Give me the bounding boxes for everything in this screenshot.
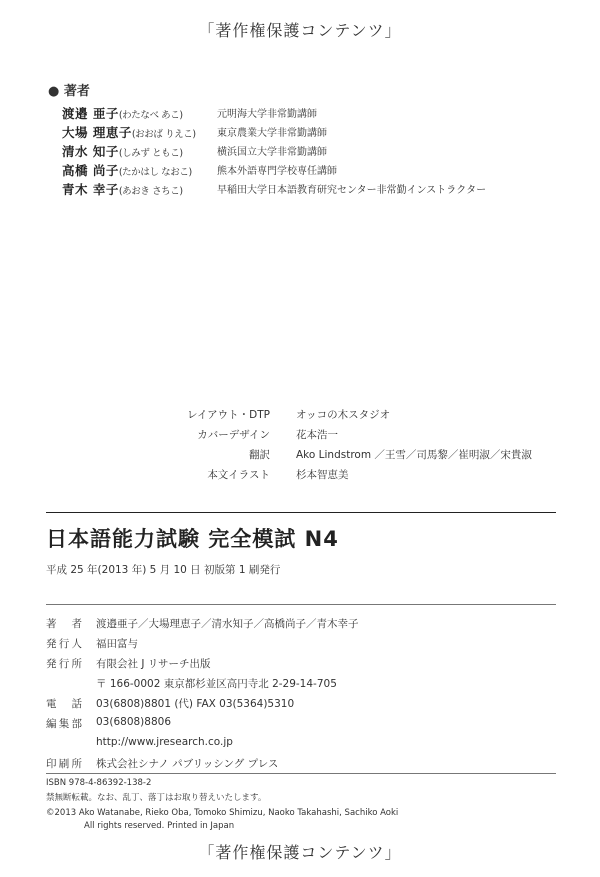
credit-row bbox=[130, 407, 590, 425]
credit-row bbox=[130, 467, 590, 485]
credit-label: レイアウト・DTP bbox=[187, 409, 270, 421]
author-name: 渡邉 亜子 bbox=[62, 106, 119, 121]
author-affiliation: 早稲田大学日本語教育研究センター非常勤インストラクター bbox=[217, 185, 487, 196]
isbn-rule bbox=[46, 773, 556, 774]
author-row bbox=[62, 104, 317, 122]
publication-value: 03(6808)8801 (代) FAX 03(5364)5310 bbox=[96, 698, 295, 710]
book-title: 日本語能力試験 完全模試 N4 bbox=[46, 527, 339, 551]
title-rule bbox=[46, 512, 556, 513]
authors-heading: ● 著者 bbox=[48, 84, 90, 99]
rights-line: All rights reserved. Printed in Japan bbox=[84, 821, 235, 831]
credit-row bbox=[130, 447, 590, 465]
credit-label: 本文イラスト bbox=[207, 469, 270, 481]
publication-date: 平成 25 年(2013 年) 5 月 10 日 初版第 1 刷発行 bbox=[46, 564, 281, 576]
author-row bbox=[62, 123, 327, 141]
publication-label: 著者 bbox=[46, 618, 82, 630]
publication-value: 03(6808)8806 bbox=[96, 716, 171, 728]
watermark-bottom: 「著作権保護コンテンツ」 bbox=[198, 843, 402, 862]
author-affiliation: 元明海大学非常勤講師 bbox=[217, 109, 317, 120]
credit-label: 翻訳 bbox=[249, 449, 270, 461]
credit-label: カバーデザイン bbox=[197, 429, 270, 441]
publication-rule bbox=[46, 604, 556, 605]
credit-value: 杉本智恵美 bbox=[296, 469, 349, 481]
author-row bbox=[62, 161, 337, 179]
publication-value: 渡邉亜子／大場理恵子／清水知子／高橋尚子／青木幸子 bbox=[96, 618, 359, 630]
author-kana: (たかはし なおこ) bbox=[118, 167, 192, 178]
credit-row bbox=[130, 427, 590, 445]
watermark-top: 「著作権保護コンテンツ」 bbox=[198, 21, 402, 40]
publication-value: 〒 166-0002 東京都杉並区高円寺北 2-29-14-705 bbox=[96, 678, 337, 690]
publication-label: 編集部 bbox=[46, 718, 82, 730]
author-name: 大場 理恵子 bbox=[62, 125, 132, 140]
author-affiliation: 東京農業大学非常勤講師 bbox=[217, 128, 327, 139]
publication-label: 発行人 bbox=[46, 638, 82, 650]
credit-value: オッコの木スタジオ bbox=[296, 409, 391, 421]
credit-value: 花本浩一 bbox=[296, 429, 338, 441]
author-kana: (あおき さちこ) bbox=[118, 186, 183, 197]
publication-value: 株式会社シナノ パブリッシング プレス bbox=[96, 758, 279, 770]
reprint-notice: 禁無断転載。なお、乱丁、落丁はお取り替えいたします。 bbox=[46, 793, 267, 803]
publication-value: 福田富与 bbox=[96, 638, 138, 650]
copyright-line: ©2013 Ako Watanabe, Rieko Oba, Tomoko Shimizu, Naoko Takahashi, Sachiko Aoki bbox=[46, 808, 399, 818]
credit-value: Ako Lindstrom ／王雪／司馬黎／崔明淑／宋貴淑 bbox=[296, 449, 532, 461]
website-link[interactable]: http://www.jresearch.co.jp bbox=[96, 736, 233, 748]
publication-label: 発行所 bbox=[46, 658, 82, 670]
author-kana: (おおば りえこ) bbox=[131, 129, 196, 140]
publication-label: 印刷所 bbox=[46, 758, 82, 770]
author-row bbox=[62, 180, 487, 198]
publication-value: 有限会社 J リサーチ出版 bbox=[96, 658, 211, 670]
author-affiliation: 熊本外語専門学校専任講師 bbox=[217, 166, 337, 177]
author-affiliation: 横浜国立大学非常勤講師 bbox=[217, 147, 327, 158]
isbn: ISBN 978-4-86392-138-2 bbox=[46, 778, 152, 788]
author-name: 高橋 尚子 bbox=[62, 163, 119, 178]
author-row bbox=[62, 142, 327, 160]
author-kana: (わたなべ あこ) bbox=[118, 110, 183, 121]
publication-label: 電話 bbox=[46, 698, 82, 710]
author-name: 青木 幸子 bbox=[62, 182, 119, 197]
author-name: 清水 知子 bbox=[62, 144, 119, 159]
author-kana: (しみず ともこ) bbox=[118, 148, 183, 159]
